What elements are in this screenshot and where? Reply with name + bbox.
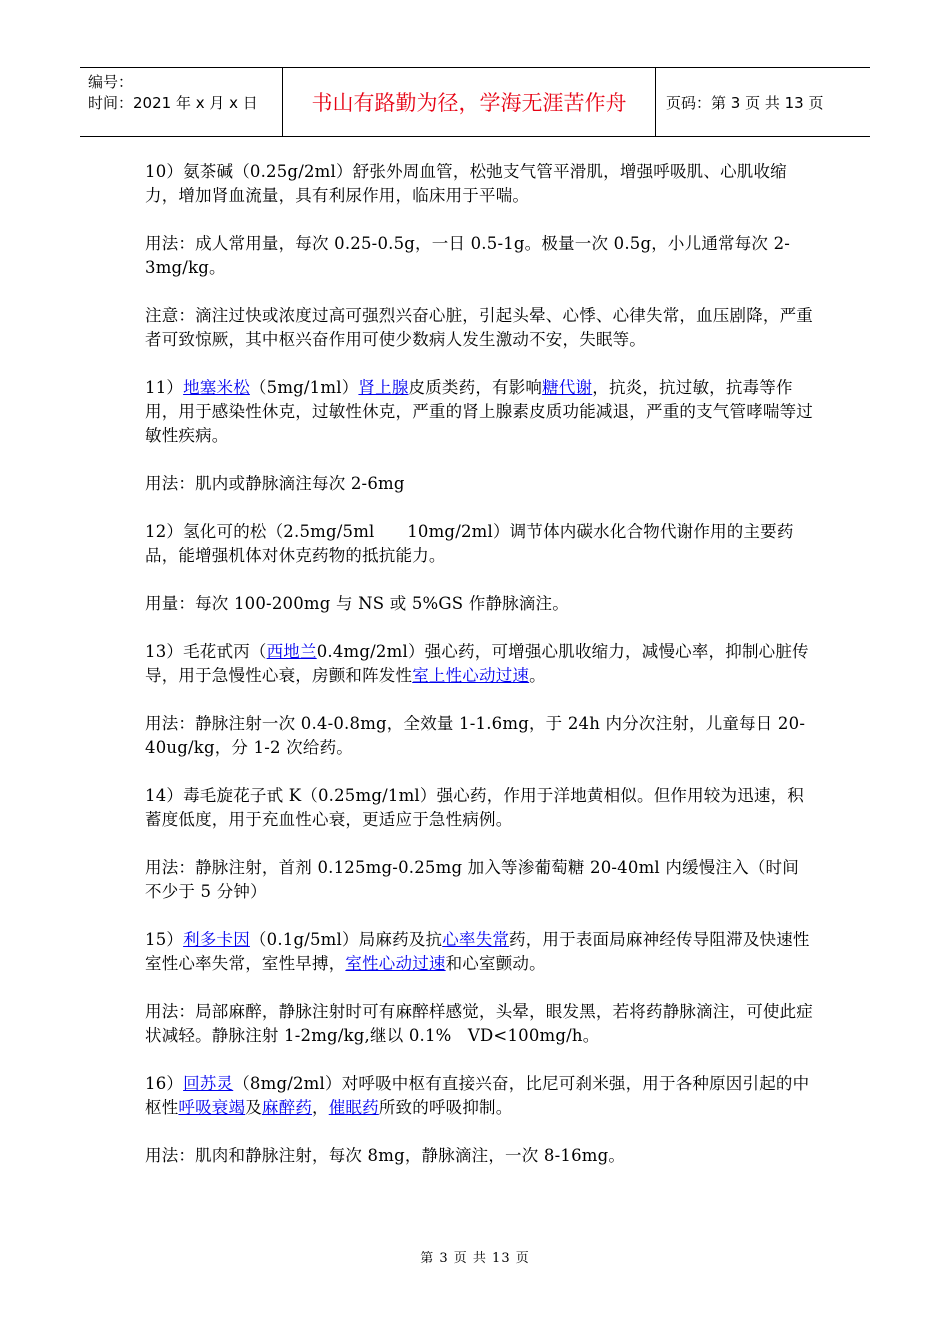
header-page-info: 页码：第 3 页 共 13 页 — [666, 93, 824, 112]
link-svt[interactable]: 室上性心动过速 — [412, 666, 530, 685]
paragraph-15-description — [145, 928, 815, 976]
text-segment: （8mg/2ml）对呼吸中枢有直接兴奋，比尼可刹米强，用于各种原因引起的中枢性 — [145, 1074, 810, 1117]
link-respiratory-failure[interactable]: 呼吸衰竭 — [178, 1098, 246, 1117]
paragraph-14-usage: 用法：静脉注射，首剂 0.125mg-0.25mg 加入等渗葡萄糖 20-40ml 内缓慢注入（时间不少于 5 分钟） — [145, 858, 799, 901]
text-segment: 所致的呼吸抑制。 — [378, 1098, 513, 1117]
link-dexamethasone[interactable]: 地塞米松 — [183, 378, 250, 397]
text-segment: 药，用于表面局麻神经传导阻滞及快速性室性心率失常，室性早搏， — [145, 930, 810, 973]
link-lidocaine[interactable]: 利多卡因 — [183, 930, 250, 949]
link-adrenal-gland[interactable]: 肾上腺 — [358, 378, 409, 397]
text-segment: （5mg/1ml） — [249, 378, 359, 397]
link-anesthetics[interactable]: 麻醉药 — [261, 1098, 313, 1117]
paragraph-12-description: 12）氢化可的松（2.5mg/5ml 10mg/2ml）调节体内碳水化合物代谢作用的主要药品，能增强机体对休克药物的抵抗能力。 — [145, 522, 794, 565]
link-dimefline[interactable]: 回苏灵 — [183, 1074, 234, 1093]
page-header — [80, 67, 870, 137]
text-segment: 皮质类药，有影响 — [408, 378, 543, 397]
text-segment: 及 — [245, 1098, 262, 1117]
link-glucose-metabolism[interactable]: 糖代谢 — [542, 378, 593, 397]
header-meta — [80, 68, 282, 136]
page-footer: 第 3 页 共 13 页 — [420, 1251, 530, 1266]
text-segment: 0.4mg/2ml）强心药，可增强心肌收缩力，减慢心率，抑制心脏传导，用于急慢性心衰，房颤和阵发性 — [145, 642, 809, 685]
text-segment: 15） — [145, 930, 184, 949]
link-hypnotics[interactable]: 催眠药 — [328, 1098, 379, 1117]
text-segment: ， — [312, 1098, 329, 1117]
text-segment: 。 — [529, 666, 546, 685]
paragraph-16-usage: 用法：肌肉和静脉注射，每次 8mg，静脉滴注，一次 8-16mg。 — [145, 1146, 626, 1165]
header-time-label: 时间：2021 年 x 月 x 日 — [88, 94, 258, 112]
link-arrhythmia[interactable]: 心率失常 — [442, 930, 510, 949]
paragraph-15-usage: 用法：局部麻醉，静脉注射时可有麻醉样感觉，头晕，眼发黑，若将药静脉滴注，可使此症状减轻。静脉注射 1-2mg/kg,继以 0.1% VD<100mg/h。 — [145, 1002, 813, 1045]
paragraph-14-description: 14）毒毛旋花子甙 K（0.25mg/1ml）强心药，作用于洋地黄相似。但作用较为迅速，积蓄度低度，用于充血性心衰，更适应于急性病例。 — [145, 786, 804, 829]
text-segment: 13）毛花甙丙（ — [145, 642, 267, 661]
text-segment: ，抗炎，抗过敏，抗毒等作用，用于感染性休克，过敏性休克，严重的肾上腺素皮质功能减退，严重的支气管哮喘等过敏性疾病。 — [145, 378, 813, 445]
paragraph-16-description — [145, 1072, 815, 1120]
link-ventricular-tachycardia[interactable]: 室性心动过速 — [345, 954, 446, 973]
header-number-label: 编号： — [88, 73, 134, 91]
paragraph-13-usage: 用法：静脉注射一次 0.4-0.8mg，全效量 1-1.6mg，于 24h 内分次注射，儿童每日 20-40ug/kg，分 1-2 次给药。 — [145, 714, 806, 757]
paragraph-11-usage: 用法：肌内或静脉滴注每次 2-6mg — [145, 474, 405, 493]
text-segment: 11） — [145, 378, 184, 397]
paragraph-10-usage: 用法：成人常用量，每次 0.25-0.5g，一日 0.5-1g。极量一次 0.5g，小儿通常每次 2-3mg/kg。 — [145, 234, 791, 277]
paragraph-10-description: 10）氨茶碱（0.25g/2ml）舒张外周血管，松弛支气管平滑肌，增强呼吸肌、心肌收缩力，增加肾血流量，具有利尿作用，临床用于平喘。 — [145, 162, 787, 205]
paragraph-12-usage: 用量：每次 100-200mg 与 NS 或 5%GS 作静脉滴注。 — [145, 594, 569, 613]
header-motto: 书山有路勤为径，学海无涯苦作舟 — [282, 68, 656, 136]
text-segment: （0.1g/5ml）局麻药及抗 — [249, 930, 443, 949]
text-segment: 和心室颤动。 — [445, 954, 546, 973]
text-segment: 16） — [145, 1074, 184, 1093]
paragraph-10-caution: 注意：滴注过快或浓度过高可强烈兴奋心脏，引起头晕、心悸、心律失常，血压剧降，严重者可致惊厥，其中枢兴奋作用可使少数病人发生激动不安，失眠等。 — [145, 306, 813, 349]
document-body — [145, 160, 815, 1192]
paragraph-13-description — [145, 640, 815, 688]
link-cedilanid[interactable]: 西地兰 — [266, 642, 317, 661]
paragraph-11-description — [145, 376, 815, 448]
